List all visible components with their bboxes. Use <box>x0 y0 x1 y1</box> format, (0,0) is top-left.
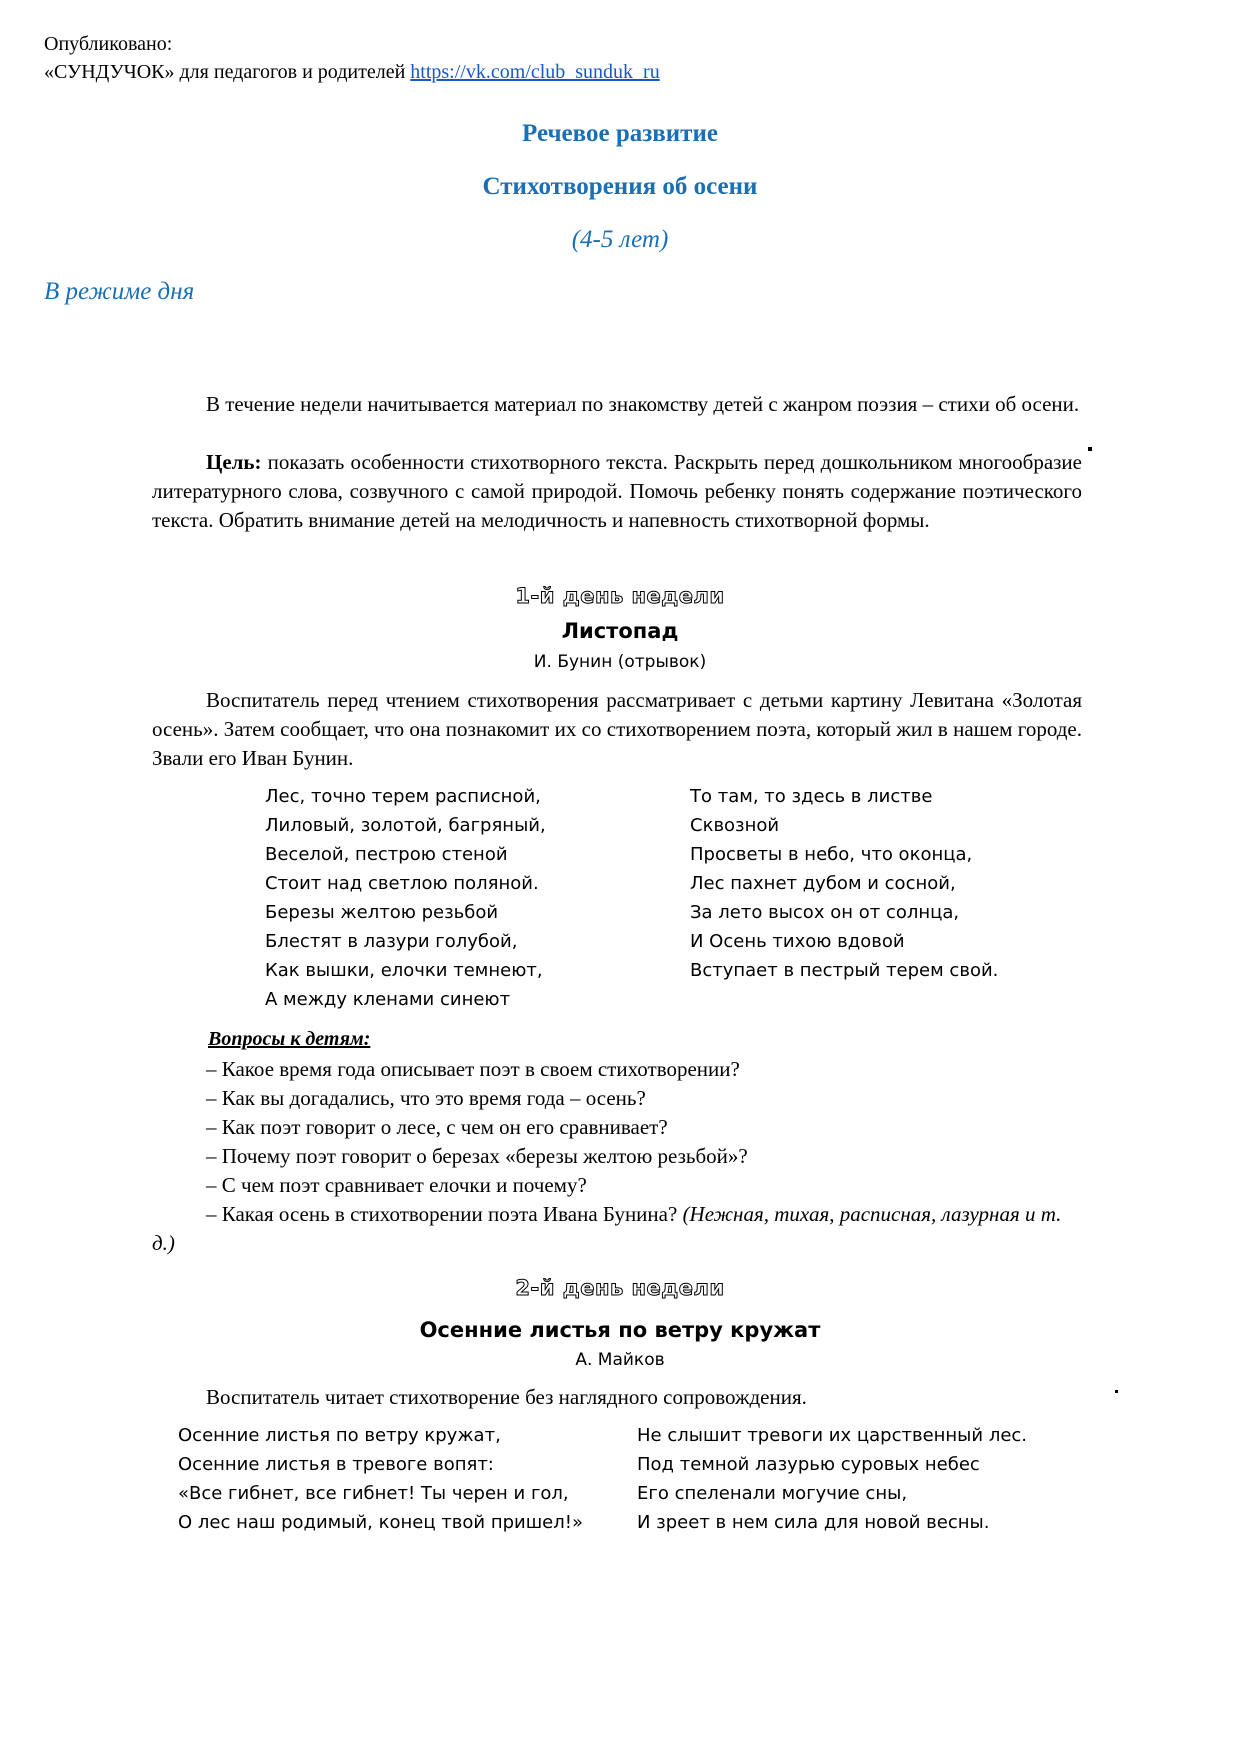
verse-line: Не слышит тревоги их царственный лес. <box>637 1425 1028 1446</box>
goal-label: Цель: <box>206 450 262 474</box>
verse-line: Как вышки, елочки темнеют, <box>265 960 543 981</box>
verse-line: Осенние листья в тревоге вопят: <box>178 1454 494 1475</box>
verse-line: И Осень тихою вдовой <box>690 931 905 952</box>
scan-speck <box>1088 447 1092 451</box>
day2-lead-paragraph: Воспитатель читает стихотворение без наглядного сопровождения. <box>206 1385 807 1409</box>
verse-line: Стоит над светлою поляной. <box>265 873 539 894</box>
verse-line: То там, то здесь в листве <box>690 786 933 807</box>
questions-list <box>152 1055 1082 1258</box>
verse-line: «Все гибнет, все гибнет! Ты черен и гол, <box>178 1483 569 1504</box>
verse-line: Вступает в пестрый терем свой. <box>690 960 999 981</box>
verse-line: Просветы в небо, что оконца, <box>690 844 973 865</box>
section-title: Речевое развитие <box>522 120 718 147</box>
day1-poem-title: Листопад <box>561 619 679 643</box>
verse-line: Лиловый, золотой, багряный, <box>265 815 546 836</box>
verse-line: Лес пахнет дубом и сосной, <box>690 873 956 894</box>
verse-line: Его спеленали могучие сны, <box>637 1483 908 1504</box>
source-line <box>44 58 660 86</box>
verse-line: О лес наш родимый, конец твой пришел!» <box>178 1512 583 1533</box>
goal-text: показать особенности стихотворного текста. Раскрыть перед дошкольником многообразие литературного слова, созвучного с самой природой. Помочь ребенку понять содержание поэтического текста. Обратить внимание детей на мелодичность и напевность стихотворной формы. <box>152 450 1082 532</box>
question-item-last <box>152 1200 1082 1258</box>
verse-line: За лето высох он от солнца, <box>690 902 960 923</box>
verse-line: Сквозной <box>690 815 780 836</box>
day1-poem-author: И. Бунин (отрывок) <box>533 652 707 672</box>
question-item: – С чем поэт сравнивает елочки и почему? <box>206 1173 587 1197</box>
topic-title: Стихотворения об осени <box>482 173 758 200</box>
day1-verse-right <box>690 782 998 985</box>
verse-line: Осенние листья по ветру кружат, <box>178 1425 501 1446</box>
verse-line: А между кленами синеют <box>265 989 511 1010</box>
intro-paragraph: В течение недели начитывается материал по знакомству детей с жанром поэзия – стихи об осени. <box>206 392 1080 416</box>
verse-line: Веселой, пестрою стеной <box>265 844 508 865</box>
verse-line: Блестят в лазури голубой, <box>265 931 518 952</box>
verse-line: И зреет в нем сила для новой весны. <box>637 1512 990 1533</box>
day1-verse-left <box>265 782 546 1014</box>
source-text: «СУНДУЧОК» для педагогов и родителей <box>44 61 406 83</box>
question-item: – Как вы догадались, что это время года – осень? <box>206 1086 646 1110</box>
verse-line: Под темной лазурью суровых небес <box>637 1454 980 1475</box>
age-label: (4-5 лет) <box>571 226 669 253</box>
verse-line: Березы желтою резьбой <box>265 902 499 923</box>
verse-line: Лес, точно терем расписной, <box>265 786 541 807</box>
question-item: – Почему поэт говорит о березах «березы желтою резьбой»? <box>206 1144 748 1168</box>
day2-heading: 2-й день недели <box>515 1276 725 1300</box>
day1-lead-paragraph: Воспитатель перед чтением стихотворения рассматривает с детьми картину Левитана «Золотая осень». Затем сообщает, что она познакомит их со стихотворением поэта, который жил в нашем городе. Звали его Иван Бунин. <box>152 688 1082 770</box>
published-label: Опубликовано: <box>44 33 173 55</box>
source-link[interactable]: https://vk.com/club_sunduk_ru <box>410 61 660 83</box>
question-text: – Какая осень в стихотворении поэта Ивана Бунина? <box>206 1202 683 1226</box>
day2-poem-author: А. Майков <box>575 1350 665 1370</box>
scan-speck <box>1115 1390 1118 1393</box>
goal-paragraph <box>152 448 1082 535</box>
day2-poem-title: Осенние листья по ветру кружат <box>419 1318 821 1342</box>
day2-verse-right <box>637 1421 1027 1537</box>
question-item: – Как поэт говорит о лесе, с чем он его сравнивает? <box>206 1115 668 1139</box>
question-answer: (Нежная, тихая, расписная, лазурная и т. д.) <box>152 1202 1062 1255</box>
day2-verse-left <box>178 1421 583 1537</box>
questions-heading: Вопросы к детям: <box>208 1028 371 1050</box>
day1-heading: 1-й день недели <box>515 584 725 608</box>
publication-header <box>44 30 660 86</box>
mode-label: В режиме дня <box>44 278 195 305</box>
question-item: – Какое время года описывает поэт в своем стихотворении? <box>206 1057 740 1081</box>
